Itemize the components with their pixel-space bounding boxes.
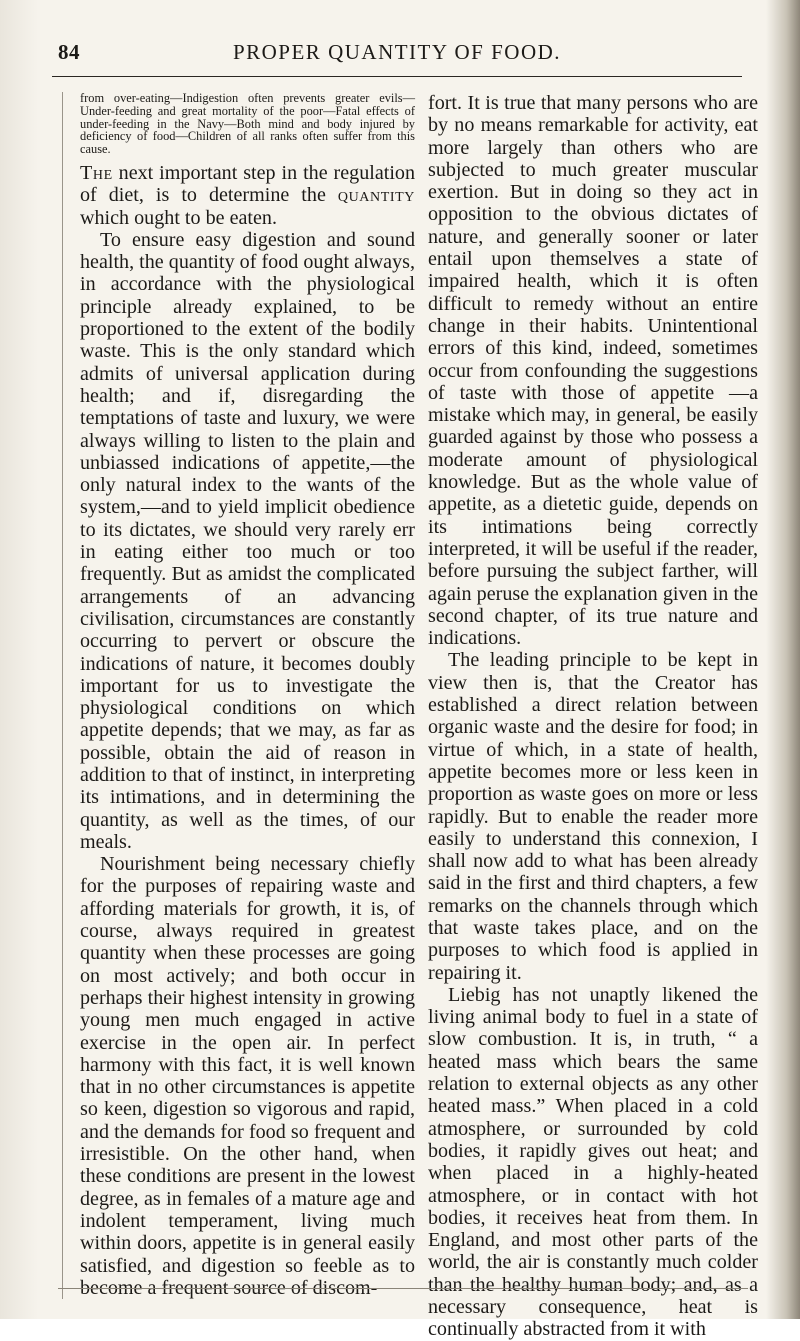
- paragraph: To ensure easy digestion and sound health, the quantity of food ought always, in accordance with the physiological principle already explained, to be proportioned to the extent of the bodily waste. This is the only standard which admits of universal application during health; and if, disregarding the temptations of taste and luxury, we were always willing to listen to the plain and unbiassed indications of appetite,—the only natural index to the wants of the system,—and to yield implicit obedience to its dictates, we should very rarely err in eating either too much or too frequently. But as amidst the complicated arrangements of an advancing civilisation, circumstances are constantly occurring to pervert or obscure the indications of nature, it becomes doubly important for us to investigate the physiological conditions on which appetite depends; that we may, as far as possible, obtain the aid of reason in addition to that of instinct, in interpreting its intimations, and in determining the quantity, as well as the times, of our meals.: [80, 228, 415, 853]
- paragraph-text: which ought to be eaten.: [80, 206, 277, 229]
- emphasized-term: quantity: [337, 184, 415, 207]
- page-number: 84: [58, 40, 80, 64]
- running-title: PROPER QUANTITY OF FOOD.: [232, 40, 562, 64]
- binding-shadow: [0, 0, 38, 1319]
- footer-rule: [58, 1288, 748, 1289]
- paragraph: Liebig has not unaptly likened the living animal body to fuel in a state of slow combustion. It is, in truth, “ a heated mass which bears the same relation to external objects as any other heated mass.” When placed in a cold atmosphere, or surrounded by cold bodies, it rapidly gives out heat; and when placed in a highly-heated atmosphere, or in contact with hot bodies, it receives heat from them. In England, and most other parts of the world, the air is constantly much colder than the healthy human body; and, as a necessary consequence, heat is continually abstracted from it with: [428, 983, 758, 1341]
- paragraph: The leading principle to be kept in view then is, that the Creator has established a direct relation between organic waste and the desire for food; in virtue of which, in a state of health, appetite becomes more or less keen in proportion as waste goes on more or less rapidly. But to enable the reader more easily to understand this connexion, I shall now add to what has been already said in the first and third chapters, a few remarks on the channels through which that waste takes place, and on the purposes to which food is applied in repairing it.: [428, 649, 758, 984]
- page-edge-shadow: [766, 0, 800, 1319]
- page-header: [52, 36, 742, 77]
- lead-word: The: [80, 161, 113, 184]
- paragraph: [80, 162, 415, 229]
- paragraph: Nourishment being necessary chiefly for the purposes of repairing waste and affording materials for growth, it is, of course, always required in greatest quantity when these processes are going on most actively; and both occur in perhaps their highest intensity in growing young men much engaged in active exercise in the open air. In perfect harmony with this fact, it is well known that in no other circumstances is appetite so keen, digestion so vigorous and rapid, and the demands for food so frequent and irresistible. On the other hand, when these conditions are present in the lowest degree, as in females of a mature age and indolent temperament, living much within doors, appetite is in general easily satisfied, and digestion so feeble as to become a frequent source of discom-: [80, 853, 415, 1299]
- right-column: [428, 92, 758, 1341]
- paragraph-text: next important step in the regulation of diet, is to determine the: [80, 161, 415, 207]
- chapter-summary: from over-eating—Indigestion often prevents greater evils—Under-feeding and great mortality of the poor—Fatal effects of under-feeding in the Navy—Both mind and body injured by deficiency of food—Children of all ranks often suffer from this cause.: [80, 91, 415, 157]
- paragraph: fort. It is true that many persons who are by no means remarkable for activity, eat more largely than others who are subjected to much greater muscular exertion. But in doing so they act in opposition to the obvious dictates of nature, and generally sooner or later entail upon themselves a state of impaired health, which it is often difficult to remedy without an entire change in their habits. Unintentional errors of this kind, indeed, sometimes occur from confounding the suggestions of taste with those of appetite —a mistake which may, in general, be easily guarded against by those who possess a moderate amount of physiological knowledge. But as the whole value of appetite, as a dietetic guide, depends on its intimations being correctly interpreted, it will be useful if the reader, before pursuing the subject farther, will again peruse the explanation given in the second chapter, of its true nature and indications.: [428, 92, 758, 650]
- left-column: [80, 92, 415, 1299]
